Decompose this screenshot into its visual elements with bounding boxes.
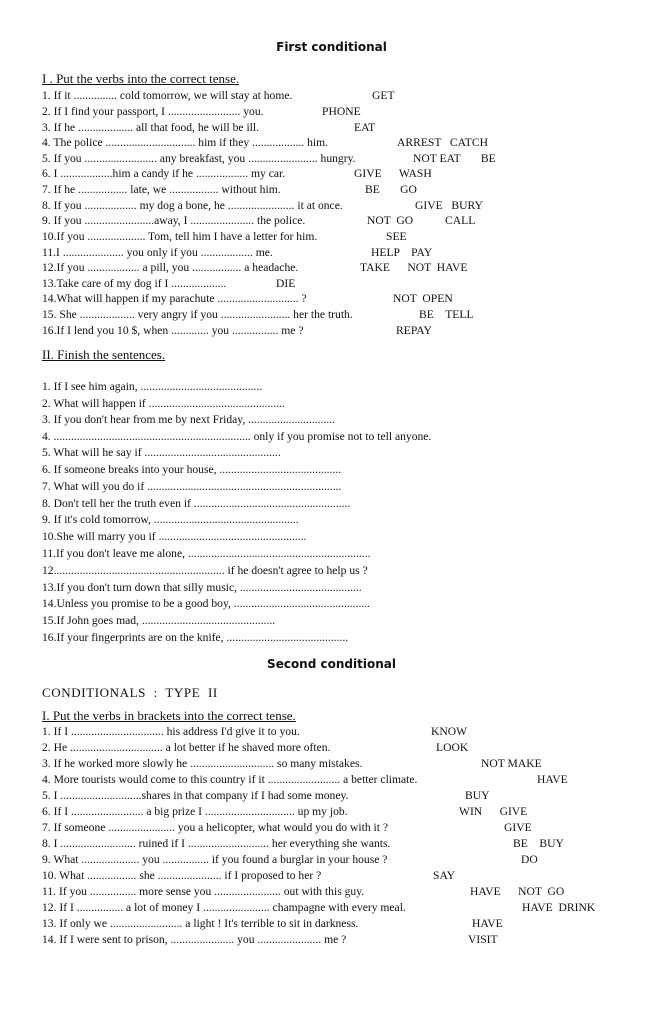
first-ex2-heading: II. Finish the sentences. [42,347,166,362]
list-item: 12........................................................... if he doesn't agree to help us ? [42,564,368,577]
verb-hint: HAVE [472,917,503,930]
list-item: 14.What will happen if my parachute ............................ ? [42,292,307,305]
verb-hint: LOOK [436,741,469,754]
verb-hint: SAY [433,869,456,882]
verb-hint: DO [521,853,538,866]
verb-hint: HAVE NOT GO [470,885,565,898]
conditionals-type-subtitle: CONDITIONALS : TYPE II [42,685,218,700]
list-item: 15.If John goes mad, .............................................. [42,614,276,627]
verb-hint: WIN GIVE [459,805,528,818]
verb-hint: NOT GO CALL [367,214,476,227]
list-item: 6. If I ......................... a big prize I ............................... up my job. [42,805,348,818]
verb-hint: REPAY [396,324,432,337]
verb-hint: GIVE WASH [354,167,432,180]
list-item: 3. If you don't hear from me by next Friday, .............................. [42,413,336,426]
verb-hint: DIE [276,277,296,290]
list-item: 8. I .......................... ruined if I ............................ her everything she wants. [42,837,391,850]
list-item: 1. If I ................................ his address I'd give it to you. [42,725,300,738]
verb-hint: SEE [386,230,407,243]
list-item: 4. The police ............................... him if they .................. him. [42,136,329,149]
list-item: 1. If it ............... cold tomorrow, we will stay at home. [42,89,293,102]
second-ex1-heading: I. Put the verbs in brackets into the correct tense. [42,708,296,723]
verb-hint: GET [372,89,395,102]
list-item: 14.Unless you promise to be a good boy, ............................................... [42,597,371,610]
list-item: 5. If you ......................... any breakfast, you ........................ hungry. [42,152,356,165]
list-item: 11.If you don't leave me alone, ............................................................... [42,547,371,560]
verb-hint: NOT EAT BE [413,152,496,165]
verb-hint: ARREST CATCH [397,136,488,149]
verb-hint: GIVE [504,821,532,834]
list-item: 2. He ................................ a lot better if he shaved more often. [42,741,331,754]
list-item: 2. If I find your passport, I ......................... you. [42,105,264,118]
list-item: 3. If he ................... all that food, he will be ill. [42,121,260,134]
list-item: 9. If you ........................away, I ...................... the police. [42,214,306,227]
verb-hint: KNOW [431,725,468,738]
list-item: 5. What will he say if ............................................... [42,446,281,459]
verb-hint: NOT MAKE [481,757,542,770]
first-conditional-title: First conditional [276,40,387,54]
verb-hint: VISIT [468,933,498,946]
verb-hint: HAVE DRINK [522,901,596,914]
verb-hint: NOT OPEN [393,292,453,305]
list-item: 2. What will happen if ............................................... [42,397,285,410]
verb-hint: HELP PAY [371,246,433,259]
verb-hint: GIVE BURY [415,199,483,212]
verb-hint: BUY [465,789,490,802]
list-item: 16.If your fingerprints are on the knife, .......................................... [42,631,349,644]
list-item: 10.She will marry you if ................................................... [42,530,307,543]
list-item: 7. If someone ....................... you a helicopter, what would you do with it ? [42,821,389,834]
list-item: 9. If it's cold tomorrow, .................................................. [42,513,299,526]
list-item: 7. If he ................. late, we ................. without him. [42,183,281,196]
list-item: 9. What .................... you ................ if you found a burglar in your house ? [42,853,388,866]
list-item: 6. If someone breaks into your house, .......................................... [42,463,342,476]
list-item: 16.If I lend you 10 $, when ............. you ................ me ? [42,324,304,337]
list-item: 13. If only we ......................... a light ! It's terrible to sit in darkness. [42,917,359,930]
list-item: 13.If you don't turn down that silly music, .......................................... [42,581,362,594]
second-conditional-title: Second conditional [267,657,396,671]
list-item: 4. More tourists would come to this country if it ......................... a better climate. [42,773,418,786]
first-ex1-heading: I . Put the verbs into the correct tense. [42,71,240,86]
list-item: 5. I ............................shares in that company if I had some money. [42,789,349,802]
verb-hint: PHONE [322,105,361,118]
list-item: 6. I ..................him a candy if he .................. my car. [42,167,286,180]
list-item: 12.If you .................. a pill, you ................. a headache. [42,261,299,274]
list-item: 8. Don't tell her the truth even if ...................................................... [42,497,351,510]
list-item: 1. If I see him again, .......................................... [42,380,263,393]
verb-hint: TAKE NOT HAVE [360,261,468,274]
list-item: 13.Take care of my dog if I ................... [42,277,227,290]
list-item: 4. .................................................................... only if you promise not to tell anyone. [42,430,432,443]
list-item: 10.If you .................... Tom, tell him I have a letter for him. [42,230,318,243]
verb-hint: BE TELL [419,308,474,321]
list-item: 12. If I ................ a lot of money I ....................... champagne with every meal. [42,901,406,914]
list-item: 15. She ................... very angry if you ........................ her the truth. [42,308,353,321]
verb-hint: HAVE [537,773,568,786]
list-item: 10. What ................. she ...................... if I proposed to her ? [42,869,322,882]
list-item: 14. If I were sent to prison, ...................... you ...................... me ? [42,933,347,946]
list-item: 7. What will you do if ................................................................... [42,480,342,493]
verb-hint: BE BUY [513,837,564,850]
list-item: 8. If you .................. my dog a bone, he ....................... it at once. [42,199,343,212]
verb-hint: EAT [354,121,376,134]
list-item: 3. If he worked more slowly he ............................. so many mistakes. [42,757,363,770]
list-item: 11.I ..................... you only if you .................. me. [42,246,273,259]
verb-hint: BE GO [365,183,417,196]
list-item: 11. If you ................ more sense you ....................... out with this guy. [42,885,365,898]
